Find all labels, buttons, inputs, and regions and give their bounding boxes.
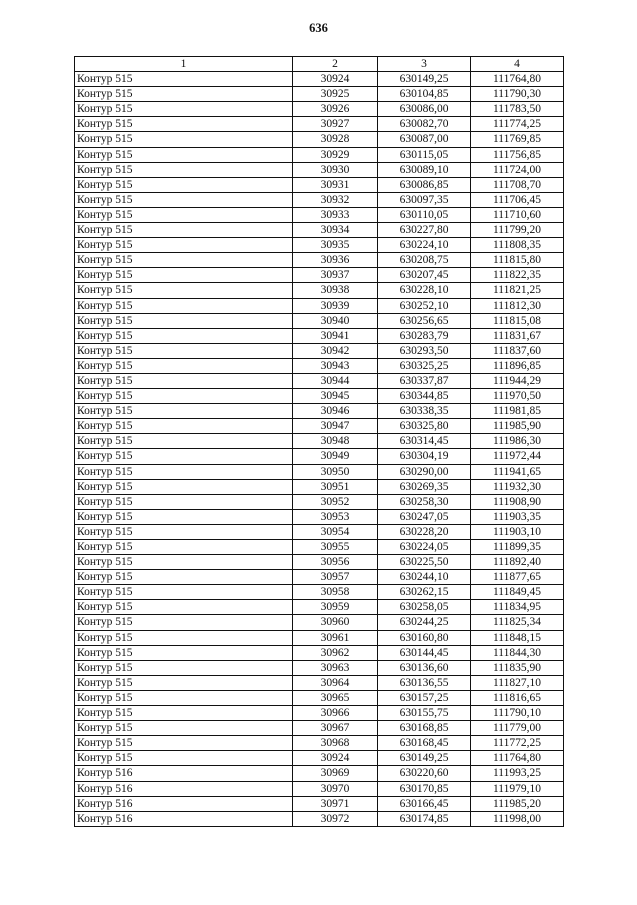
table-row — [75, 162, 564, 177]
y-coordinate-cell: 111772,25 — [471, 736, 564, 751]
y-coordinate-cell: 111822,35 — [471, 268, 564, 283]
y-coordinate-cell: 111944,29 — [471, 373, 564, 388]
table-row — [75, 268, 564, 283]
contour-name-cell: Контур 515 — [75, 268, 293, 283]
y-coordinate-cell: 111816,65 — [471, 690, 564, 705]
x-coordinate-cell: 630097,35 — [378, 192, 471, 207]
table-row — [75, 524, 564, 539]
point-number-cell: 30943 — [293, 358, 378, 373]
y-coordinate-cell: 111812,30 — [471, 298, 564, 313]
y-coordinate-cell: 111844,30 — [471, 645, 564, 660]
x-coordinate-cell: 630166,45 — [378, 796, 471, 811]
table-row — [75, 434, 564, 449]
point-number-cell: 30946 — [293, 404, 378, 419]
x-coordinate-cell: 630086,00 — [378, 102, 471, 117]
table-row — [75, 404, 564, 419]
y-coordinate-cell: 111896,85 — [471, 358, 564, 373]
x-coordinate-cell: 630144,45 — [378, 645, 471, 660]
point-number-cell: 30925 — [293, 87, 378, 102]
column-header-3: 3 — [378, 57, 471, 72]
contour-name-cell: Контур 515 — [75, 690, 293, 705]
contour-name-cell: Контур 515 — [75, 87, 293, 102]
y-coordinate-cell: 111783,50 — [471, 102, 564, 117]
point-number-cell: 30953 — [293, 509, 378, 524]
x-coordinate-cell: 630149,25 — [378, 72, 471, 87]
point-number-cell: 30949 — [293, 449, 378, 464]
y-coordinate-cell: 111764,80 — [471, 72, 564, 87]
point-number-cell: 30970 — [293, 781, 378, 796]
x-coordinate-cell: 630283,79 — [378, 328, 471, 343]
point-number-cell: 30967 — [293, 721, 378, 736]
contour-name-cell: Контур 515 — [75, 449, 293, 464]
point-number-cell: 30924 — [293, 751, 378, 766]
contour-name-cell: Контур 515 — [75, 736, 293, 751]
table-row — [75, 811, 564, 826]
point-number-cell: 30928 — [293, 132, 378, 147]
table-row — [75, 373, 564, 388]
contour-name-cell: Контур 515 — [75, 751, 293, 766]
contour-name-cell: Контур 515 — [75, 177, 293, 192]
contour-name-cell: Контур 515 — [75, 540, 293, 555]
coordinates-table — [74, 56, 564, 827]
contour-name-cell: Контур 515 — [75, 494, 293, 509]
y-coordinate-cell: 111981,85 — [471, 404, 564, 419]
contour-name-cell: Контур 516 — [75, 811, 293, 826]
point-number-cell: 30931 — [293, 177, 378, 192]
contour-name-cell: Контур 515 — [75, 585, 293, 600]
contour-name-cell: Контур 515 — [75, 298, 293, 313]
contour-name-cell: Контур 515 — [75, 117, 293, 132]
y-coordinate-cell: 111849,45 — [471, 585, 564, 600]
y-coordinate-cell: 111998,00 — [471, 811, 564, 826]
table-row — [75, 645, 564, 660]
table-row — [75, 102, 564, 117]
x-coordinate-cell: 630104,85 — [378, 87, 471, 102]
point-number-cell: 30959 — [293, 600, 378, 615]
table-row — [75, 781, 564, 796]
y-coordinate-cell: 111724,00 — [471, 162, 564, 177]
y-coordinate-cell: 111903,10 — [471, 524, 564, 539]
table-row — [75, 706, 564, 721]
contour-name-cell: Контур 515 — [75, 645, 293, 660]
point-number-cell: 30952 — [293, 494, 378, 509]
point-number-cell: 30937 — [293, 268, 378, 283]
x-coordinate-cell: 630228,10 — [378, 283, 471, 298]
point-number-cell: 30935 — [293, 238, 378, 253]
y-coordinate-cell: 111708,70 — [471, 177, 564, 192]
contour-name-cell: Контур 516 — [75, 766, 293, 781]
table-row — [75, 192, 564, 207]
table-row — [75, 540, 564, 555]
contour-name-cell: Контур 516 — [75, 781, 293, 796]
table-row — [75, 223, 564, 238]
contour-name-cell: Контур 515 — [75, 660, 293, 675]
x-coordinate-cell: 630224,10 — [378, 238, 471, 253]
x-coordinate-cell: 630220,60 — [378, 766, 471, 781]
x-coordinate-cell: 630338,35 — [378, 404, 471, 419]
table-row — [75, 796, 564, 811]
point-number-cell: 30960 — [293, 615, 378, 630]
contour-name-cell: Контур 515 — [75, 479, 293, 494]
y-coordinate-cell: 111848,15 — [471, 630, 564, 645]
table-row — [75, 177, 564, 192]
y-coordinate-cell: 111769,85 — [471, 132, 564, 147]
point-number-cell: 30963 — [293, 660, 378, 675]
table-row — [75, 690, 564, 705]
point-number-cell: 30955 — [293, 540, 378, 555]
contour-name-cell: Контур 515 — [75, 555, 293, 570]
y-coordinate-cell: 111834,95 — [471, 600, 564, 615]
x-coordinate-cell: 630136,55 — [378, 675, 471, 690]
y-coordinate-cell: 111815,80 — [471, 253, 564, 268]
point-number-cell: 30942 — [293, 343, 378, 358]
point-number-cell: 30945 — [293, 389, 378, 404]
x-coordinate-cell: 630224,05 — [378, 540, 471, 555]
table-row — [75, 736, 564, 751]
table-row — [75, 358, 564, 373]
contour-name-cell: Контур 515 — [75, 313, 293, 328]
column-header-2: 2 — [293, 57, 378, 72]
y-coordinate-cell: 111756,85 — [471, 147, 564, 162]
point-number-cell: 30926 — [293, 102, 378, 117]
x-coordinate-cell: 630325,25 — [378, 358, 471, 373]
contour-name-cell: Контур 515 — [75, 389, 293, 404]
point-number-cell: 30950 — [293, 464, 378, 479]
column-header-1: 1 — [75, 57, 293, 72]
table-row — [75, 147, 564, 162]
table-row — [75, 721, 564, 736]
y-coordinate-cell: 111706,45 — [471, 192, 564, 207]
point-number-cell: 30938 — [293, 283, 378, 298]
point-number-cell: 30941 — [293, 328, 378, 343]
contour-name-cell: Контур 515 — [75, 373, 293, 388]
point-number-cell: 30930 — [293, 162, 378, 177]
y-coordinate-cell: 111908,90 — [471, 494, 564, 509]
x-coordinate-cell: 630244,10 — [378, 570, 471, 585]
table-row — [75, 87, 564, 102]
x-coordinate-cell: 630227,80 — [378, 223, 471, 238]
x-coordinate-cell: 630149,25 — [378, 751, 471, 766]
table-row — [75, 751, 564, 766]
point-number-cell: 30964 — [293, 675, 378, 690]
point-number-cell: 30971 — [293, 796, 378, 811]
x-coordinate-cell: 630110,05 — [378, 207, 471, 222]
x-coordinate-cell: 630136,60 — [378, 660, 471, 675]
x-coordinate-cell: 630262,15 — [378, 585, 471, 600]
contour-name-cell: Контур 515 — [75, 253, 293, 268]
contour-name-cell: Контур 515 — [75, 207, 293, 222]
y-coordinate-cell: 111799,20 — [471, 223, 564, 238]
x-coordinate-cell: 630168,85 — [378, 721, 471, 736]
contour-name-cell: Контур 516 — [75, 796, 293, 811]
table-row — [75, 343, 564, 358]
contour-name-cell: Контур 515 — [75, 147, 293, 162]
x-coordinate-cell: 630290,00 — [378, 464, 471, 479]
y-coordinate-cell: 111877,65 — [471, 570, 564, 585]
x-coordinate-cell: 630293,50 — [378, 343, 471, 358]
contour-name-cell: Контур 515 — [75, 675, 293, 690]
x-coordinate-cell: 630258,30 — [378, 494, 471, 509]
contour-name-cell: Контур 515 — [75, 509, 293, 524]
x-coordinate-cell: 630087,00 — [378, 132, 471, 147]
point-number-cell: 30961 — [293, 630, 378, 645]
table-row — [75, 509, 564, 524]
contour-name-cell: Контур 515 — [75, 464, 293, 479]
x-coordinate-cell: 630344,85 — [378, 389, 471, 404]
y-coordinate-cell: 111821,25 — [471, 283, 564, 298]
table-row — [75, 555, 564, 570]
table-row — [75, 464, 564, 479]
point-number-cell: 30958 — [293, 585, 378, 600]
contour-name-cell: Контур 515 — [75, 102, 293, 117]
contour-name-cell: Контур 515 — [75, 162, 293, 177]
point-number-cell: 30951 — [293, 479, 378, 494]
contour-name-cell: Контур 515 — [75, 358, 293, 373]
x-coordinate-cell: 630086,85 — [378, 177, 471, 192]
y-coordinate-cell: 111892,40 — [471, 555, 564, 570]
y-coordinate-cell: 111835,90 — [471, 660, 564, 675]
x-coordinate-cell: 630247,05 — [378, 509, 471, 524]
table-row — [75, 479, 564, 494]
y-coordinate-cell: 111779,00 — [471, 721, 564, 736]
point-number-cell: 30947 — [293, 419, 378, 434]
contour-name-cell: Контур 515 — [75, 238, 293, 253]
point-number-cell: 30932 — [293, 192, 378, 207]
table-row — [75, 494, 564, 509]
contour-name-cell: Контур 515 — [75, 328, 293, 343]
table-row — [75, 449, 564, 464]
contour-name-cell: Контур 515 — [75, 570, 293, 585]
point-number-cell: 30968 — [293, 736, 378, 751]
table-row — [75, 132, 564, 147]
x-coordinate-cell: 630155,75 — [378, 706, 471, 721]
point-number-cell: 30965 — [293, 690, 378, 705]
x-coordinate-cell: 630115,05 — [378, 147, 471, 162]
x-coordinate-cell: 630170,85 — [378, 781, 471, 796]
x-coordinate-cell: 630174,85 — [378, 811, 471, 826]
point-number-cell: 30927 — [293, 117, 378, 132]
point-number-cell: 30936 — [293, 253, 378, 268]
table-body — [75, 72, 564, 827]
x-coordinate-cell: 630269,35 — [378, 479, 471, 494]
x-coordinate-cell: 630256,65 — [378, 313, 471, 328]
table-row — [75, 585, 564, 600]
contour-name-cell: Контур 515 — [75, 223, 293, 238]
point-number-cell: 30934 — [293, 223, 378, 238]
x-coordinate-cell: 630082,70 — [378, 117, 471, 132]
x-coordinate-cell: 630208,75 — [378, 253, 471, 268]
column-header-4: 4 — [471, 57, 564, 72]
y-coordinate-cell: 111903,35 — [471, 509, 564, 524]
contour-name-cell: Контур 515 — [75, 72, 293, 87]
contour-name-cell: Контур 515 — [75, 343, 293, 358]
contour-name-cell: Контур 515 — [75, 615, 293, 630]
table-row — [75, 630, 564, 645]
y-coordinate-cell: 111764,80 — [471, 751, 564, 766]
point-number-cell: 30957 — [293, 570, 378, 585]
contour-name-cell: Контур 515 — [75, 419, 293, 434]
y-coordinate-cell: 111837,60 — [471, 343, 564, 358]
x-coordinate-cell: 630337,87 — [378, 373, 471, 388]
y-coordinate-cell: 111985,90 — [471, 419, 564, 434]
point-number-cell: 30972 — [293, 811, 378, 826]
x-coordinate-cell: 630089,10 — [378, 162, 471, 177]
table-row — [75, 600, 564, 615]
contour-name-cell: Контур 515 — [75, 706, 293, 721]
table-row — [75, 72, 564, 87]
table-row — [75, 675, 564, 690]
point-number-cell: 30940 — [293, 313, 378, 328]
point-number-cell: 30969 — [293, 766, 378, 781]
y-coordinate-cell: 111932,30 — [471, 479, 564, 494]
y-coordinate-cell: 111790,10 — [471, 706, 564, 721]
contour-name-cell: Контур 515 — [75, 721, 293, 736]
point-number-cell: 30924 — [293, 72, 378, 87]
x-coordinate-cell: 630160,80 — [378, 630, 471, 645]
y-coordinate-cell: 111972,44 — [471, 449, 564, 464]
table-row — [75, 238, 564, 253]
point-number-cell: 30944 — [293, 373, 378, 388]
y-coordinate-cell: 111993,25 — [471, 766, 564, 781]
y-coordinate-cell: 111985,20 — [471, 796, 564, 811]
contour-name-cell: Контур 515 — [75, 404, 293, 419]
table-row — [75, 570, 564, 585]
x-coordinate-cell: 630168,45 — [378, 736, 471, 751]
point-number-cell: 30956 — [293, 555, 378, 570]
y-coordinate-cell: 111815,08 — [471, 313, 564, 328]
y-coordinate-cell: 111986,30 — [471, 434, 564, 449]
x-coordinate-cell: 630325,80 — [378, 419, 471, 434]
x-coordinate-cell: 630258,05 — [378, 600, 471, 615]
x-coordinate-cell: 630225,50 — [378, 555, 471, 570]
y-coordinate-cell: 111774,25 — [471, 117, 564, 132]
point-number-cell: 30962 — [293, 645, 378, 660]
table-row — [75, 313, 564, 328]
table-row — [75, 298, 564, 313]
page-number: 636 — [309, 21, 328, 35]
table-row — [75, 615, 564, 630]
table-row — [75, 117, 564, 132]
y-coordinate-cell: 111831,67 — [471, 328, 564, 343]
table-row — [75, 283, 564, 298]
point-number-cell: 30966 — [293, 706, 378, 721]
x-coordinate-cell: 630252,10 — [378, 298, 471, 313]
x-coordinate-cell: 630207,45 — [378, 268, 471, 283]
point-number-cell: 30954 — [293, 524, 378, 539]
x-coordinate-cell: 630228,20 — [378, 524, 471, 539]
x-coordinate-cell: 630314,45 — [378, 434, 471, 449]
y-coordinate-cell: 111941,65 — [471, 464, 564, 479]
y-coordinate-cell: 111710,60 — [471, 207, 564, 222]
contour-name-cell: Контур 515 — [75, 434, 293, 449]
table-header-row — [75, 57, 564, 72]
contour-name-cell: Контур 515 — [75, 192, 293, 207]
contour-name-cell: Контур 515 — [75, 132, 293, 147]
table-row — [75, 419, 564, 434]
point-number-cell: 30929 — [293, 147, 378, 162]
contour-name-cell: Контур 515 — [75, 600, 293, 615]
table-row — [75, 253, 564, 268]
contour-name-cell: Контур 515 — [75, 630, 293, 645]
y-coordinate-cell: 111979,10 — [471, 781, 564, 796]
y-coordinate-cell: 111899,35 — [471, 540, 564, 555]
y-coordinate-cell: 111790,30 — [471, 87, 564, 102]
table-row — [75, 389, 564, 404]
table-row — [75, 207, 564, 222]
y-coordinate-cell: 111970,50 — [471, 389, 564, 404]
table-row — [75, 766, 564, 781]
point-number-cell: 30933 — [293, 207, 378, 222]
y-coordinate-cell: 111808,35 — [471, 238, 564, 253]
contour-name-cell: Контур 515 — [75, 524, 293, 539]
point-number-cell: 30939 — [293, 298, 378, 313]
x-coordinate-cell: 630157,25 — [378, 690, 471, 705]
point-number-cell: 30948 — [293, 434, 378, 449]
x-coordinate-cell: 630304,19 — [378, 449, 471, 464]
x-coordinate-cell: 630244,25 — [378, 615, 471, 630]
table-row — [75, 660, 564, 675]
y-coordinate-cell: 111825,34 — [471, 615, 564, 630]
contour-name-cell: Контур 515 — [75, 283, 293, 298]
y-coordinate-cell: 111827,10 — [471, 675, 564, 690]
table-row — [75, 328, 564, 343]
